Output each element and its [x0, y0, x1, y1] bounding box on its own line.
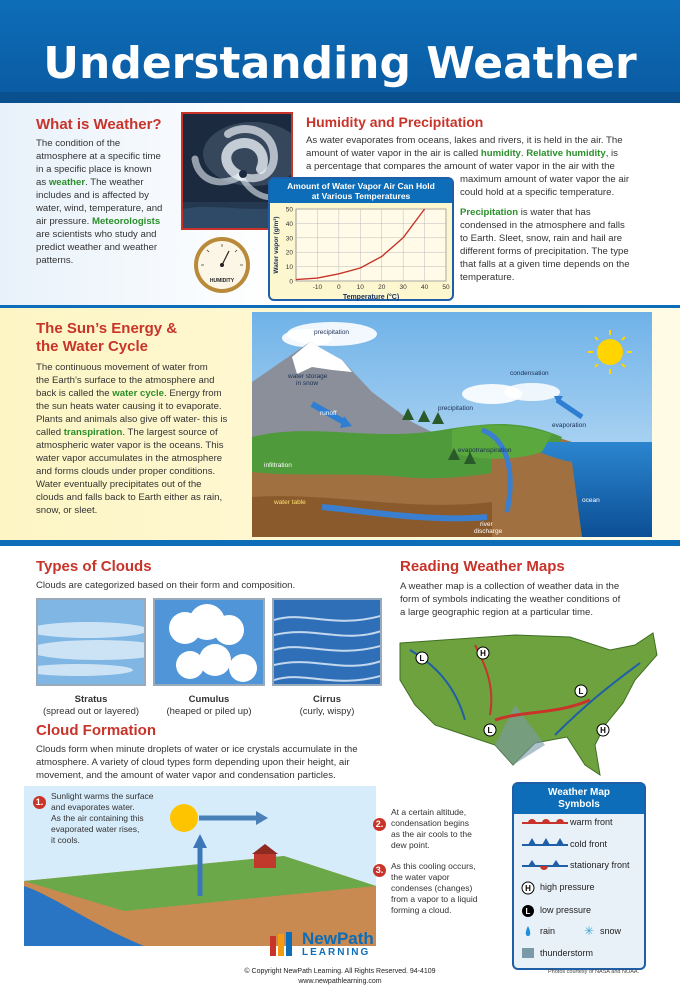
legend-stationary-front: stationary front	[570, 860, 630, 870]
map-high-1: H	[480, 649, 486, 658]
chart-x-tick-label: -10	[312, 284, 323, 291]
chart-y-tick-label: 0	[289, 278, 293, 286]
cirrus-caption: Cirrus (curly, wispy)	[299, 694, 355, 717]
legend-title: Weather Map Symbols	[514, 784, 644, 814]
label-precipitation-mid: precipitation	[438, 405, 474, 412]
map-low-1: L	[419, 654, 425, 663]
map-high-2: H	[600, 726, 606, 735]
legend-warm-front: warm front	[570, 817, 613, 827]
chart-y-tick-label: 20	[285, 249, 293, 257]
clouds-heading: Types of Clouds	[36, 558, 152, 575]
chart-y-tick-label: 30	[285, 235, 293, 243]
water-cycle-diagram	[252, 312, 652, 537]
label-snow-storage-2: in snow	[296, 380, 319, 387]
chart-x-axis-label: Temperature (°C)	[342, 294, 400, 301]
what-text: The condition of the atmosphere at a specific time in a specific place is known as weather. The weather includes and is affected by water, wind, temperature, and air pressure. Meteorologists are scientists who study and predict weather and weather patterns.	[36, 138, 163, 266]
map-low-2: L	[578, 687, 584, 696]
weather-map-legend	[512, 782, 646, 970]
humidity-heading: Humidity and Precipitation	[306, 114, 484, 130]
legend-cold-front: cold front	[570, 839, 608, 849]
legend-low-pressure: low pressure	[540, 905, 592, 915]
legend-rain: rain	[540, 926, 556, 936]
label-river-2: discharge	[474, 528, 503, 535]
label-infiltration: infiltration	[264, 462, 292, 469]
precipitation-text: Precipitation is water that has condensed in the atmosphere and falls to Earth. Sleet, snow, rain and hail are different forms of precipitation. The type that falls at a given time depends on the temperature.	[460, 207, 630, 283]
page-title: Understanding Weather	[43, 38, 637, 89]
cycle-heading: The Sun’s Energy & the Water Cycle	[36, 320, 178, 355]
label-snow-storage-1: water storage	[288, 373, 328, 380]
chart-x-tick-label: 20	[378, 284, 386, 291]
formation-heading: Cloud Formation	[36, 722, 156, 739]
label-evaporation: evaporation	[552, 422, 586, 429]
chart-y-tick-label: 10	[285, 264, 293, 272]
website-url[interactable]: www.newpathlearning.com	[298, 978, 382, 985]
water-vapor-chart	[268, 177, 454, 301]
label-precipitation-top: precipitation	[314, 329, 350, 336]
label-runoff: runoff	[320, 410, 337, 417]
humidity-gauge	[193, 236, 251, 294]
step-3-text: As this cooling occurs, the water vapor condenses (changes) from a vapor to a liquid forming a cloud.	[391, 861, 478, 915]
chart-x-tick-label: 0	[337, 284, 341, 291]
brand-name: NewPath	[302, 929, 374, 948]
gauge-label: HUMIDITY	[209, 278, 235, 284]
step-3-badge: 3.	[373, 860, 386, 878]
humidity-text-top: As water evaporates from oceans, lakes and rivers, it is held in the air. The amount of water vapor in the air is called humidity. Relative humidity, is a percentage that compares the amount of water vapor in the air with the	[306, 135, 623, 172]
formation-text: Clouds form when minute droplets of water or ice crystals accumulate in the atmosphere. A variety of cloud types form depending upon their height, air movement, and the amount of water vapor and condensation particles.	[36, 744, 358, 781]
cycle-text: The continuous movement of water from the Earth’s surface to the atmosphere and back is called the water cycle. Energy from the sun heats water causing it to evaporate. Plants and animals also give off water- this is called transpiration. The largest source of atmospheric water vapor is the oceans. This water vapor accumulates in the atmosphere and forms clouds under proper conditions. Water eventually precipitates out of the clouds and falls back to Earth either as rain, snow, or sleet.	[36, 362, 228, 516]
step-1-badge: 1.	[33, 792, 46, 810]
chart-plot	[270, 203, 452, 301]
chart-x-tick-label: 40	[420, 284, 429, 291]
chart-title: Amount of Water Vapor Air Can Hold at Various Temperatures	[270, 179, 452, 203]
label-ocean: ocean	[582, 497, 600, 504]
step-2-text: At a certain altitude, condensation begins as the air cools to the dew point.	[391, 807, 472, 850]
title-banner	[0, 0, 680, 103]
step-2-badge: 2.	[373, 814, 386, 832]
chart-plot-area	[296, 209, 446, 281]
stratus-photo	[36, 598, 146, 686]
divider-2	[0, 540, 680, 546]
snow-icon: ✳	[584, 924, 595, 938]
clouds-intro: Clouds are categorized based on their form and composition.	[36, 580, 296, 591]
cumulus-caption: Cumulus (heaped or piled up)	[166, 694, 252, 717]
chart-y-axis-label: Water vapor (g/m³)	[273, 216, 280, 274]
banner-stripe	[0, 92, 680, 103]
chart-y-tick-label: 40	[285, 220, 293, 228]
legend-thunderstorm: thunderstorm	[540, 948, 594, 958]
legend-high-pressure: high pressure	[540, 882, 595, 892]
legend-l-symbol: L	[525, 907, 531, 916]
what-heading: What is Weather?	[36, 116, 162, 133]
legend-snow: snow	[600, 926, 622, 936]
label-river-1: river	[480, 521, 493, 528]
step-1-text: Sunlight warms the surface and evaporates water. As the air containing this evaporated water rises, it cools.	[51, 791, 154, 845]
cirrus-photo	[272, 598, 382, 686]
us-weather-map	[395, 625, 660, 780]
stratus-caption: Stratus (spread out or layered)	[42, 694, 140, 717]
brand-tagline: LEARNING	[302, 947, 371, 958]
cumulus-photo	[153, 598, 265, 686]
maps-heading: Reading Weather Maps	[400, 558, 565, 575]
humidity-text-right: maximum amount of water vapor the air could hold at a specific temperature.	[460, 174, 630, 198]
chart-y-tick-label: 50	[285, 206, 293, 214]
chart-x-tick-label: 10	[356, 284, 364, 291]
label-water-table: water table	[274, 499, 306, 506]
label-evapotranspiration: evapotranspiration	[458, 447, 512, 454]
copyright: © Copyright NewPath Learning. All Rights Reserved. 94-4109	[244, 968, 436, 975]
label-condensation: condensation	[510, 370, 549, 377]
chart-x-tick-label: 50	[442, 284, 450, 291]
legend-h-symbol: H	[525, 884, 531, 893]
map-low-3: L	[487, 726, 493, 735]
newpath-logo	[268, 930, 298, 960]
photo-credit: Photos courtesy of NASA and NOAA.	[548, 969, 640, 975]
chart-x-tick-label: 30	[399, 284, 407, 291]
maps-text: A weather map is a collection of weather data in the form of symbols indicating the weather conditions of a large geographic region at a particular time.	[400, 581, 621, 618]
